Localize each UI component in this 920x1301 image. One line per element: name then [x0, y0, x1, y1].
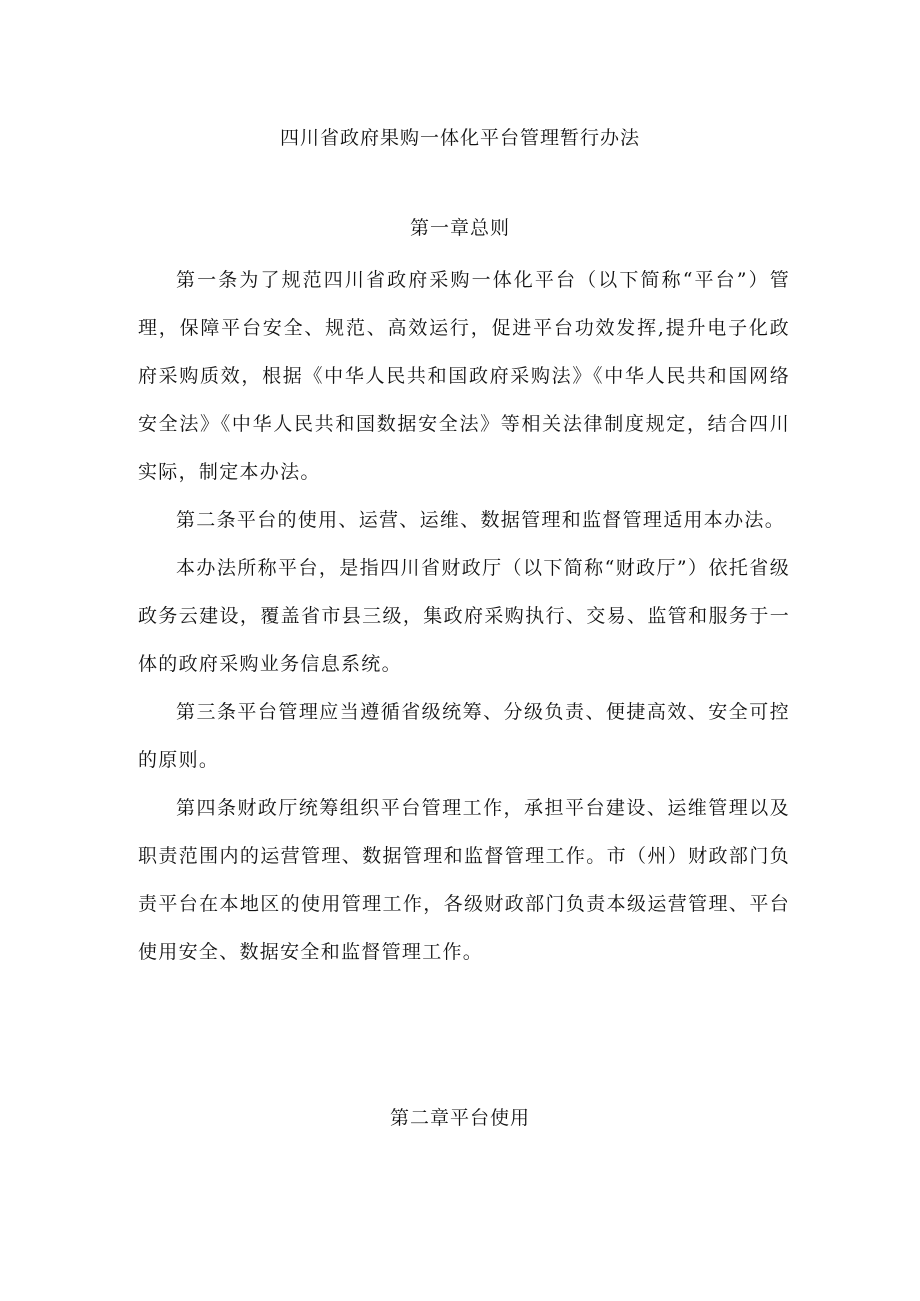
platform-definition-paragraph — [138, 544, 790, 688]
paragraph-text: 第三条平台管理应当遵循省级统筹、分级负责、便捷高效、安全可控的原则。 — [138, 701, 790, 771]
article-2-paragraph — [138, 496, 790, 544]
paragraph-text: 第四条财政厅统筹组织平台管理工作，承担平台建设、运维管理以及职责范围内的运营管理、数据管理和监督管理工作。市（州）财政部门负责平台在本地区的使用管理工作，各级财政部门负责本级运营管理、平台使用安全、数据安全和监督管理工作。 — [138, 797, 790, 963]
paragraph-text: 第二条平台的使用、运营、运维、数据管理和监督管理适用本办法。 — [176, 509, 786, 531]
chapter-heading-1: 第一章总则 — [409, 217, 510, 239]
document-title: 四川省政府果购一体化平台管理暂行办法 — [279, 127, 640, 149]
paragraph-text: 第一条为了规范四川省政府采购一体化平台（以下简称“平台”）管理，保障平台安全、规范、高效运行，促进平台功效发挥,提升电子化政府采购质效，根据《中华人民共和国政府采购法》《中华人民共和国网络安全法》《中华人民共和国数据安全法》等相关法律制度规定，结合四川实际，制定本办法。 — [138, 269, 790, 483]
chapter-heading-2: 第二章平台使用 — [389, 1107, 530, 1129]
article-1-paragraph — [138, 256, 790, 496]
paragraph-text: 本办法所称平台，是指四川省财政厅（以下简称“财政厅”）依托省级政务云建设，覆盖省市县三级，集政府采购执行、交易、监管和服务于一体的政府采购业务信息系统。 — [138, 557, 790, 675]
article-3-paragraph — [138, 688, 790, 784]
article-4-paragraph — [138, 784, 790, 976]
